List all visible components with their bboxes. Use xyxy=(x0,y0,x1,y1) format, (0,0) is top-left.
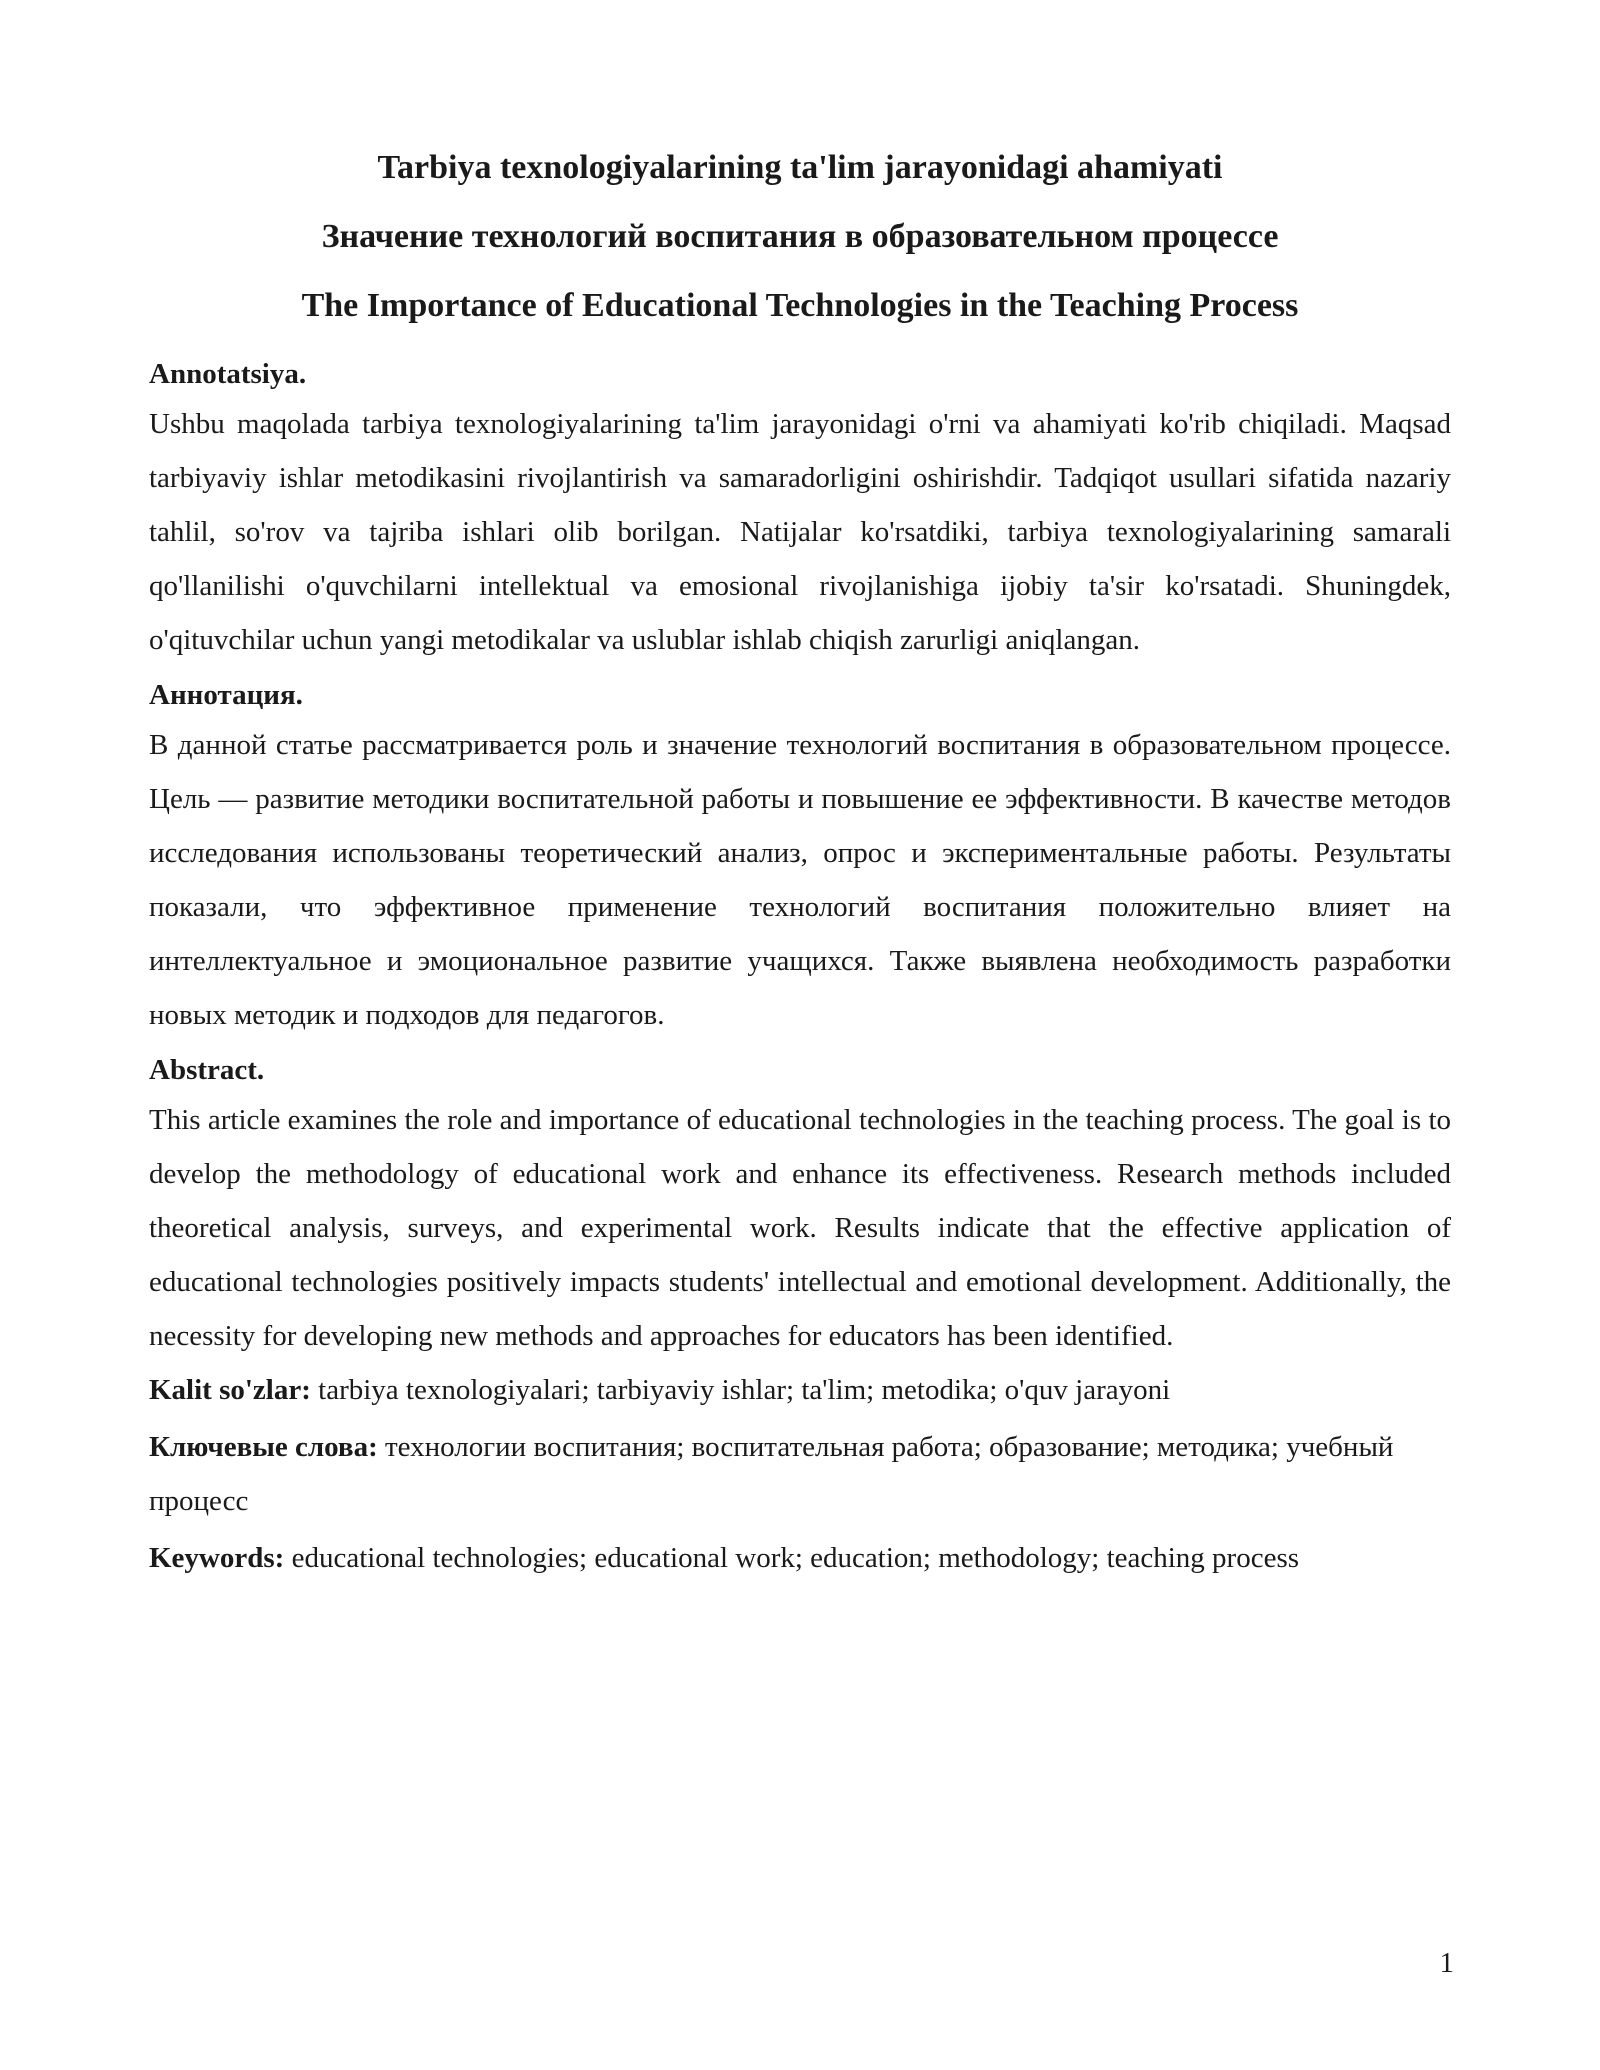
keywords-english xyxy=(149,1531,1451,1585)
keywords-russian-label: Ключевые слова: xyxy=(149,1431,378,1463)
keywords-russian-text: технологии воспитания; воспитательная работа; образование; методика; учебный процесс xyxy=(149,1431,1394,1517)
keywords-english-label: Keywords: xyxy=(149,1542,285,1574)
paper-page xyxy=(149,148,1451,1585)
abstract-uzbek-section xyxy=(149,356,1451,667)
keywords-russian xyxy=(149,1420,1451,1528)
abstract-russian-section xyxy=(149,677,1451,1042)
keywords-english-text: educational technologies; educational work; education; methodology; teaching process xyxy=(284,1542,1300,1574)
title-uzbek: Tarbiya texnologiyalarining ta'lim jarayonidagi ahamiyati xyxy=(377,149,1223,186)
abstract-uzbek-text: Ushbu maqolada tarbiya texnologiyalarining ta'lim jarayonidagi o'rni va ahamiyati ko'rib chiqiladi. Maqsad tarbiyaviy ishlar metodikasini rivojlantirish va samaradorligini oshirishdir. Tadqiqot usullari sifatida nazariy tahlil, so'rov va tajriba ishlari olib borilgan. Natijalar ko'rsatdiki, tarbiya texnologiyalarining samarali qo'llanilishi o'quvchilarni intellektual va emosional rivojlanishiga ijobiy ta'sir ko'rsatadi. Shuningdek, o'qituvchilar uchun yangi metodikalar va uslublar ishlab chiqish zarurligi aniqlangan. xyxy=(149,408,1451,656)
abstract-uzbek-heading: Annotatsiya. xyxy=(149,358,307,390)
title-english: The Importance of Educational Technologies in the Teaching Process xyxy=(301,287,1299,324)
page-number: 1 xyxy=(1439,1947,1454,1979)
abstract-russian-heading: Аннотация. xyxy=(149,679,303,711)
title-russian: Значение технологий воспитания в образовательном процессе xyxy=(321,218,1279,255)
keywords-section xyxy=(149,1363,1451,1585)
abstract-english-text: This article examines the role and importance of educational technologies in the teaching process. The goal is to develop the methodology of educational work and enhance its effectiveness. Research methods included theoretical analysis, surveys, and experimental work. Results indicate that the effective application of educational technologies positively impacts students' intellectual and emotional development. Additionally, the necessity for developing new methods and approaches for educators has been identified. xyxy=(149,1104,1451,1352)
abstract-russian-text: В данной статье рассматривается роль и значение технологий воспитания в образовательном процессе. Цель — развитие методики воспитательной работы и повышение ее эффективности. В качестве методов исследования использованы теоретический анализ, опрос и экспериментальные работы. Результаты показали, что эффективное применение технологий воспитания положительно влияет на интеллектуальное и эмоциональное развитие учащихся. Также выявлена необходимость разработки новых методик и подходов для педагогов. xyxy=(149,729,1451,1031)
abstract-english-section xyxy=(149,1052,1451,1363)
keywords-uzbek-label: Kalit so'zlar: xyxy=(149,1374,311,1406)
abstract-english-heading: Abstract. xyxy=(149,1054,265,1086)
keywords-uzbek xyxy=(149,1363,1451,1417)
keywords-uzbek-text: tarbiya texnologiyalari; tarbiyaviy ishlar; ta'lim; metodika; o'quv jarayoni xyxy=(310,1374,1171,1406)
